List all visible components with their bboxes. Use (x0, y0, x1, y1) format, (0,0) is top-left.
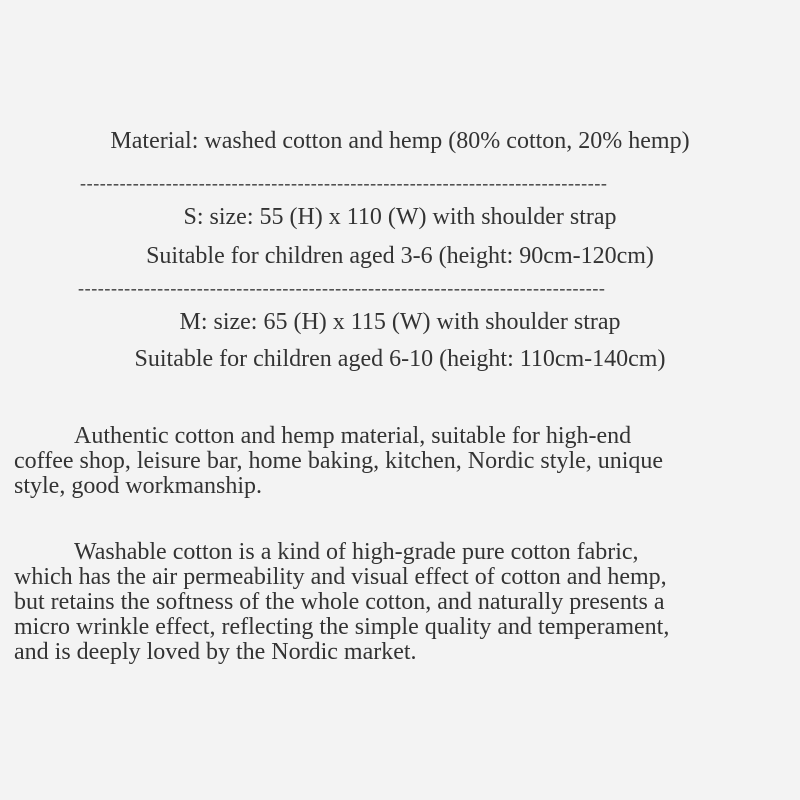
size-s-suitable-line: Suitable for children aged 3-6 (height: 90cm-120cm) (146, 243, 654, 269)
paragraph-1-line: style, good workmanship. (14, 473, 262, 499)
divider-1: -------------------------------------------------------------------------------- (80, 173, 608, 193)
paragraph-2-line: Washable cotton is a kind of high-grade pure cotton fabric, (74, 539, 639, 565)
description-paragraph-2 (14, 540, 794, 665)
size-m-suitable-line: Suitable for children aged 6-10 (height: 110cm-140cm) (134, 346, 666, 372)
paragraph-1-line: Authentic cotton and hemp material, suitable for high-end (74, 423, 632, 449)
divider-2: -------------------------------------------------------------------------------- (78, 278, 606, 298)
size-s-line: S: size: 55 (H) x 110 (W) with shoulder strap (183, 204, 617, 230)
paragraph-1-line: coffee shop, leisure bar, home baking, kitchen, Nordic style, unique (14, 448, 664, 474)
paragraph-2-line: but retains the softness of the whole cotton, and naturally presents a (14, 589, 665, 615)
material-line: Material: washed cotton and hemp (80% cotton, 20% hemp) (110, 128, 690, 154)
description-paragraph-1 (14, 424, 794, 499)
paragraph-2-line: micro wrinkle effect, reflecting the simple quality and temperament, (14, 614, 670, 640)
paragraph-2-line: which has the air permeability and visual effect of cotton and hemp, (14, 564, 667, 590)
paragraph-2-line: and is deeply loved by the Nordic market. (14, 639, 417, 665)
size-m-line: M: size: 65 (H) x 115 (W) with shoulder strap (179, 309, 621, 335)
